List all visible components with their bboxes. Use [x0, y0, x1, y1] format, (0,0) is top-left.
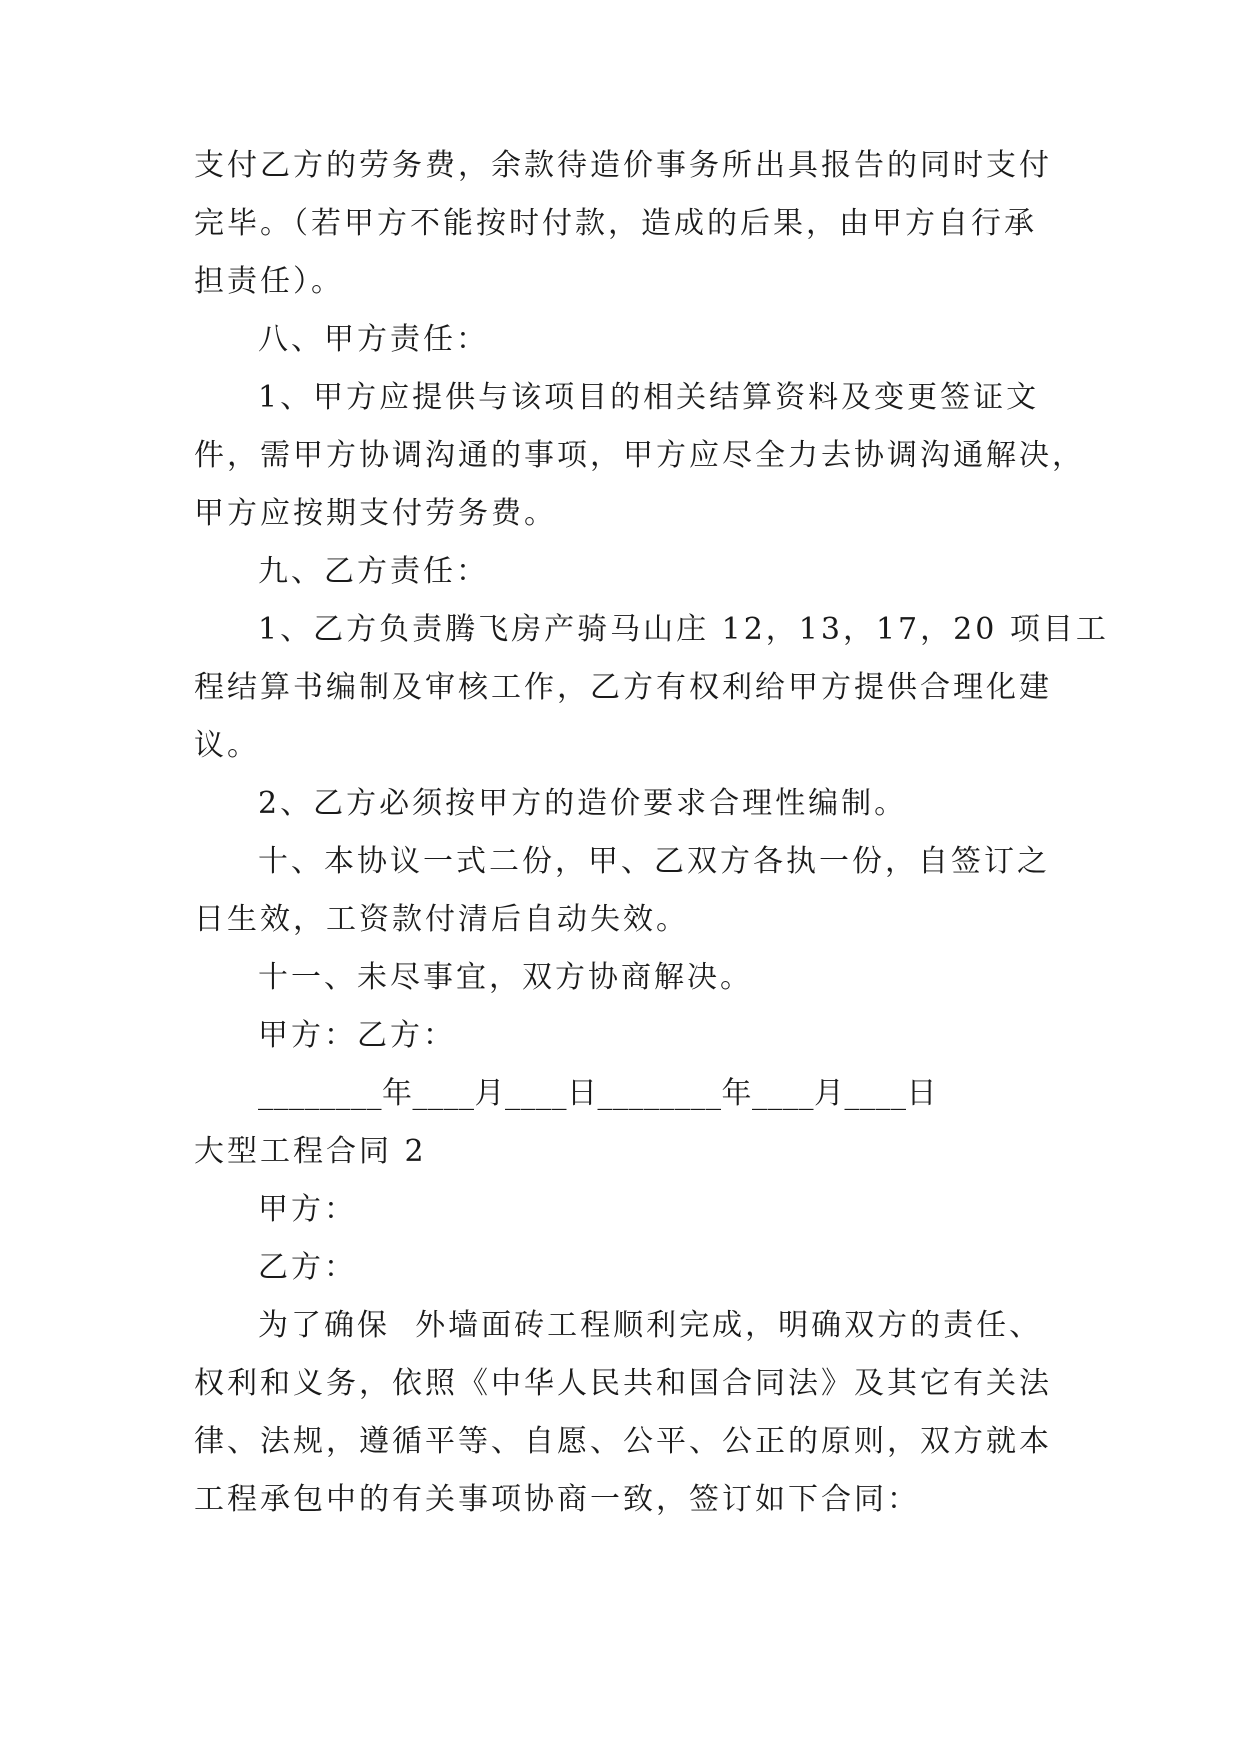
- text-line-5: 1、甲方应提供与该项目的相关结算资料及变更签证文: [258, 380, 1040, 415]
- signature-parties: 甲方：乙方：: [258, 1018, 456, 1053]
- text-line-1: 支付乙方的劳务费，余款待造价事务所出具报告的同时支付: [194, 148, 1052, 183]
- text-line-15: 十一、未尽事宜，双方协商解决。: [258, 960, 753, 995]
- text-line-11: 议。: [194, 728, 260, 763]
- text-line-13: 十、本协议一式二份，甲、乙双方各执一份，自签订之: [258, 844, 1050, 879]
- text-line-9: 1、乙方负责腾飞房产骑马山庄 12，13，17，20 项目工: [258, 612, 1109, 647]
- section-heading-8: 八、甲方责任：: [258, 322, 489, 357]
- text-line-22: 权利和义务，依照《中华人民共和国合同法》及其它有关法: [194, 1366, 1052, 1401]
- text-line-21: 为了确保 外墙面砖工程顺利完成，明确双方的责任、: [258, 1308, 1043, 1343]
- party-b-label: 乙方：: [258, 1250, 357, 1285]
- text-line-12: 2、乙方必须按甲方的造价要求合理性编制。: [258, 786, 908, 821]
- text-line-10: 程结算书编制及审核工作，乙方有权利给甲方提供合理化建: [194, 670, 1052, 705]
- text-line-3: 担责任）。: [194, 264, 344, 299]
- text-line-6: 件，需甲方协调沟通的事项，甲方应尽全力去协调沟通解决，: [194, 438, 1085, 473]
- text-line-23: 律、法规，遵循平等、自愿、公平、公正的原则，双方就本: [194, 1424, 1052, 1459]
- contract-title: 大型工程合同 2: [194, 1134, 427, 1169]
- text-line-7: 甲方应按期支付劳务费。: [194, 496, 557, 531]
- text-line-24: 工程承包中的有关事项协商一致，签订如下合同：: [194, 1482, 920, 1517]
- text-line-14: 日生效，工资款付清后自动失效。: [194, 902, 689, 937]
- text-line-2: 完毕。（若甲方不能按时付款，造成的后果，由甲方自行承: [194, 206, 1037, 241]
- section-heading-9: 九、乙方责任：: [258, 554, 489, 589]
- signature-dates: ________年____月____日________年____月____日: [258, 1076, 937, 1111]
- party-a-label: 甲方：: [258, 1192, 357, 1227]
